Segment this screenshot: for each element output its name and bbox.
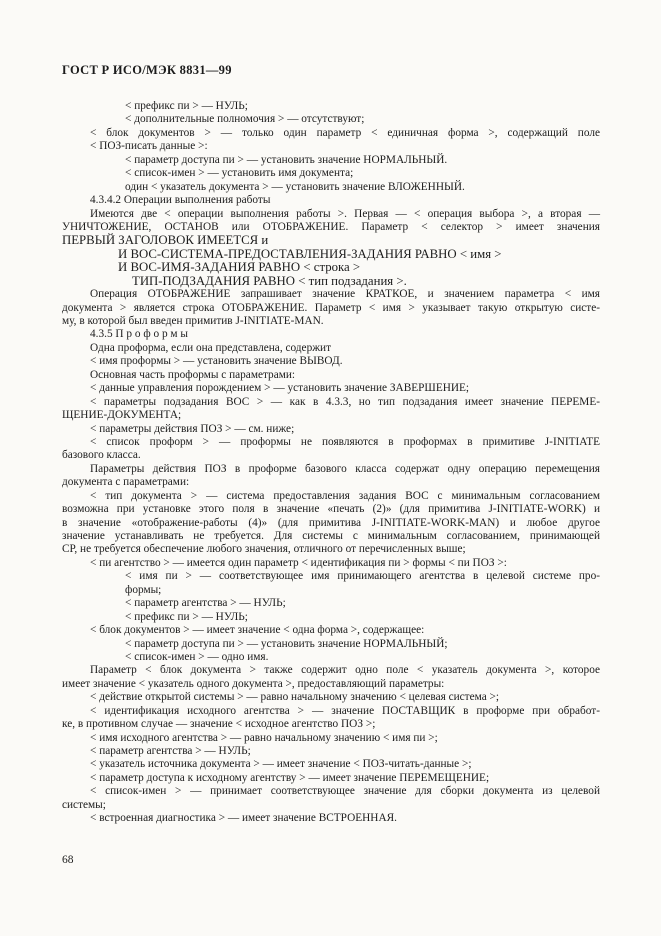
text-line: Параметры действия ПОЗ в проформе базового класса содержат одну операцию перемещения	[90, 462, 600, 475]
text-line: < префикс пи > — НУЛЬ;	[125, 100, 248, 112]
text-line: < параметр доступа пи > — установить значение НОРМАЛЬНЫЙ;	[125, 637, 448, 650]
text-line: 4.3.4.2 Операции выполнения работы	[90, 194, 271, 207]
text-line: СР, не требуется обеспечение любого значения, отличного от перечисленных выше;	[62, 543, 466, 556]
text-line: < параметр доступа пи > — установить значение НОРМАЛЬНЫЙ.	[125, 153, 448, 166]
text-line: в значение «отображение-работы (4)» (для примитива J-INITIATE-WORK-MAN) и любое другое	[62, 516, 600, 529]
text-line: Параметр < блок документа > также содержит одно поле < указатель документа >, которое	[90, 664, 600, 677]
text-line: Одна проформа, если она представлена, содержит	[90, 341, 332, 354]
text-line: документа > является строка ОТОБРАЖЕНИЕ. Параметр < имя > указывает такую открытую систе-	[62, 301, 600, 314]
text-line: < список проформ > — проформы не появляются в проформах в примитиве J-INITIATE	[90, 435, 600, 448]
text-line: Основная часть проформы с параметрами:	[90, 368, 296, 381]
text-line: документа с параметрами:	[62, 476, 190, 489]
text-line: < блок документов > — имеет значение < одна форма >, содержащее:	[90, 624, 425, 637]
text-line: < ПОЗ-писать данные >:	[90, 140, 208, 153]
text-line: значение устанавливать не требуется. Для системы с минимальным согласованием, принимающей	[62, 530, 600, 542]
text-line: < тип документа > — система предоставления задания ВОС с минимальным согласованием	[90, 489, 600, 502]
text-line: < префикс пи > — НУЛЬ;	[125, 610, 248, 623]
text-line: < встроенная диагностика > — имеет значение ВСТРОЕННАЯ.	[90, 812, 397, 825]
text-line: Имеются две < операции выполнения работы >. Первая — < операция выбора >, а вторая —	[90, 207, 600, 220]
text-line: < имя пи > — соответствующее имя принимающего агентства в целевой системе про-	[125, 570, 600, 583]
text-line: < данные управления порождением > — установить значение ЗАВЕРШЕНИЕ;	[90, 382, 470, 395]
text-line: ТИП-ПОДЗАДАНИЯ РАВНО < тип подзадания >.	[132, 273, 407, 288]
text-line: < список-имен > — принимает соответствующее значение для сборки документа из целевой	[90, 785, 600, 798]
document-body	[62, 100, 600, 826]
text-line: базового класса.	[62, 449, 141, 462]
text-line: < имя проформы > — установить значение ВЫВОД.	[90, 355, 343, 368]
text-line: < пи агентство > — имеется один параметр < идентификация пи > формы < пи ПОЗ >:	[90, 556, 507, 569]
text-line: Операция ОТОБРАЖЕНИЕ запрашивает значение КРАТКОЕ, и значением параметра < имя	[90, 288, 600, 301]
page-number: 68	[62, 854, 74, 866]
text-line: < параметр агентства > — НУЛЬ;	[90, 745, 251, 757]
text-line: му, в которой был введен примитив J-INITIATE-MAN.	[62, 315, 324, 327]
text-line: УНИЧТОЖЕНИЕ, ОСТАНОВ или ОТОБРАЖЕНИЕ. Параметр < селектор > имеет значения	[62, 220, 600, 233]
text-line: < действие открытой системы > — равно начальному значению < целевая система >;	[90, 691, 500, 704]
text-line: < указатель источника документа > — имеет значение < ПОЗ-читать-данные >;	[90, 758, 472, 771]
text-line: < дополнительные полномочия > — отсутствуют;	[125, 113, 365, 126]
text-line: 4.3.5 П р о ф о р м ы	[90, 328, 188, 341]
text-line: < список-имен > — установить имя документа;	[125, 167, 354, 180]
text-line: < идентификация исходного агентства > — значение ПОСТАВЩИК в проформе при обработ-	[90, 704, 600, 717]
standard-header: ГОСТ Р ИСО/МЭК 8831—99	[62, 63, 232, 77]
text-line: И ВОС-СИСТЕМА-ПРЕДОСТАВЛЕНИЯ-ЗАДАНИЯ РАВНО < имя >	[118, 246, 502, 261]
text-line: возможна при установке этого поля в значение «печать (2)» (для примитива J-INITIATE-WORK) и	[62, 503, 600, 516]
text-line: формы;	[125, 583, 162, 596]
text-line: < блок документов > — только один параметр < единичная форма >, содержащий поле	[90, 126, 600, 139]
text-line: < параметр доступа к исходному агентству > — имеет значение ПЕРЕМЕЩЕНИЕ;	[90, 771, 490, 784]
text-line: ЩЕНИЕ-ДОКУМЕНТА;	[62, 409, 182, 422]
text-line: < параметр агентства > — НУЛЬ;	[125, 597, 286, 610]
text-line: системы;	[62, 798, 106, 811]
text-line: < имя исходного агентства > — равно начальному значению < имя пи >;	[90, 731, 438, 744]
text-line: И ВОС-ИМЯ-ЗАДАНИЯ РАВНО < строка >	[118, 260, 361, 275]
text-line: ке, в противном случае — значение < исходное агентство ПОЗ >;	[62, 718, 376, 731]
text-line: < параметры действия ПОЗ > — см. ниже;	[90, 422, 295, 435]
text-line: один < указатель документа > — установить значение ВЛОЖЕННЫЙ.	[125, 180, 465, 193]
text-line: ПЕРВЫЙ ЗАГОЛОВОК ИМЕЕТСЯ и	[62, 233, 269, 248]
text-line: имеет значение < указатель одного документа >, предоставляющий параметры:	[62, 677, 445, 690]
text-line: < параметры подзадания ВОС > — как в 4.3.3, но тип подзадания имеет значение ПЕРЕМЕ-	[90, 395, 600, 408]
text-line: < список-имен > — одно имя.	[125, 650, 269, 663]
